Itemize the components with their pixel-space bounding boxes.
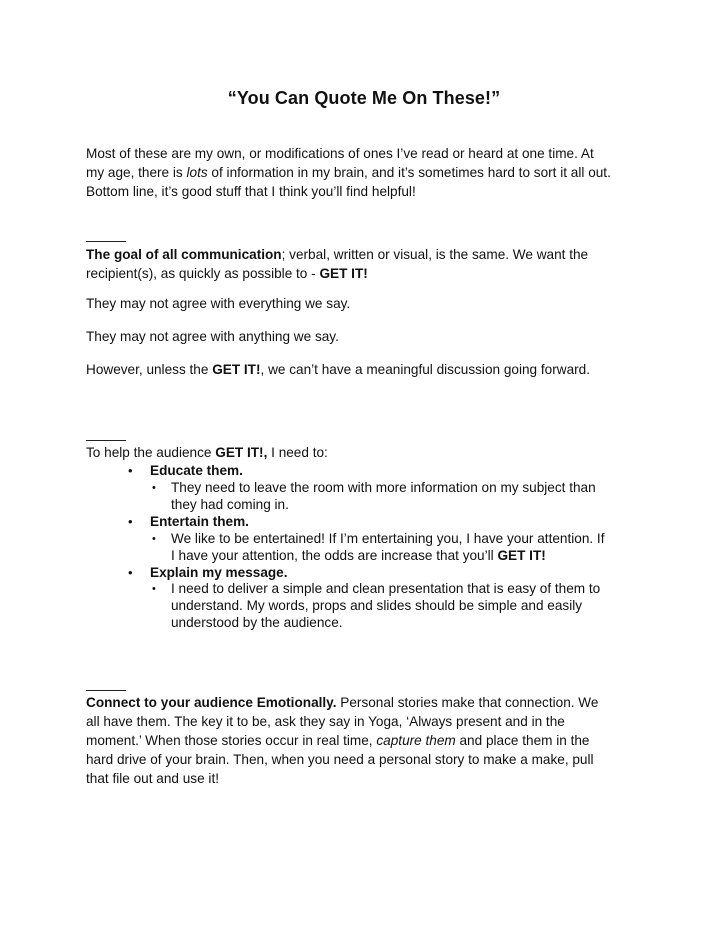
intro-line: Bottom line, it’s good stuff that I think you’ll find helpful! [86, 184, 416, 199]
sub-bullet-icon: • [152, 482, 156, 494]
paragraph-line: all have them. The key it to be, ask they say in Yoga, ‘Always present and in the [86, 714, 565, 729]
paragraph-text: To help the audience [86, 445, 216, 460]
help-audience-intro [86, 443, 656, 462]
bullet-icon: • [128, 514, 133, 529]
bold-phrase: Connect to your audience Emotionally. [86, 695, 337, 710]
paragraph: They may not agree with anything we say. [86, 329, 339, 344]
bold-phrase: Explain my message. [150, 565, 288, 580]
paragraph-text: and place them in the [455, 733, 590, 748]
paragraph: They may not agree with everything we say. [86, 296, 351, 311]
italic-phrase: capture them [376, 733, 456, 748]
paragraph-text: moment.’ When those stories occur in real time, [86, 733, 377, 748]
list-item-line: We like to be entertained! If I’m entertaining you, I have your attention. If [171, 531, 605, 546]
intro-line: Most of these are my own, or modifications of ones I’ve read or heard at one time. At [86, 146, 594, 161]
list-item-line: understood by the audience. [171, 615, 343, 630]
list-item-line: They need to leave the room with more information on my subject than [171, 480, 596, 495]
page-title: “You Can Quote Me On These!” [227, 88, 501, 108]
paragraph-text: recipient(s), as quickly as possible to - [86, 266, 320, 281]
bold-phrase: GET IT! [319, 266, 368, 281]
intro-text: of information in my brain, and it’s sometimes hard to sort it all out. [207, 165, 611, 180]
sub-bullet-icon: • [152, 583, 156, 595]
intro-text: my age, there is [86, 165, 187, 180]
paragraph-text: , we can’t have a meaningful discussion going forward. [260, 362, 590, 377]
intro-paragraph [86, 144, 656, 201]
paragraph-text: However, unless the [86, 362, 213, 377]
bold-phrase: GET IT! [212, 362, 261, 377]
paragraph-text: ; verbal, written or visual, is the same. We want the [281, 247, 589, 262]
paragraph-line: hard drive of your brain. Then, when you need a personal story to make a make, pull [86, 752, 594, 767]
communication-goal-paragraph [86, 245, 656, 283]
emotional-connection-paragraph [86, 693, 656, 788]
list-item-line: I need to deliver a simple and clean presentation that is easy of them to [171, 581, 601, 596]
paragraph-line [86, 245, 656, 264]
paragraph-text: Personal stories make that connection. We [336, 695, 599, 710]
sub-bullet-icon: • [152, 533, 156, 545]
bold-phrase: GET IT! [497, 548, 546, 563]
bullet-icon: • [128, 463, 133, 478]
bold-phrase: Entertain them. [150, 514, 249, 529]
list-item-line: they had coming in. [171, 497, 289, 512]
paragraph-line [86, 693, 656, 712]
paragraph [86, 360, 656, 379]
bold-phrase: The goal of all communication [86, 247, 282, 262]
paragraph-text: I have your attention, the odds are increase that you’ll [171, 548, 498, 563]
paragraph-line [86, 264, 656, 283]
paragraph-text: I need to: [267, 445, 328, 460]
intro-line [86, 163, 656, 182]
intro-italic: lots [186, 165, 208, 180]
bold-phrase: Educate them. [150, 463, 243, 478]
bullet-icon: • [128, 565, 133, 580]
paragraph-line [86, 731, 656, 750]
section-divider [86, 690, 126, 691]
list-item-line: understand. My words, props and slides should be simple and easily [171, 598, 583, 613]
paragraph-line: that file out and use it! [86, 771, 220, 786]
bold-phrase: GET IT!, [215, 445, 268, 460]
section-divider [86, 440, 126, 441]
section-divider [86, 241, 126, 242]
